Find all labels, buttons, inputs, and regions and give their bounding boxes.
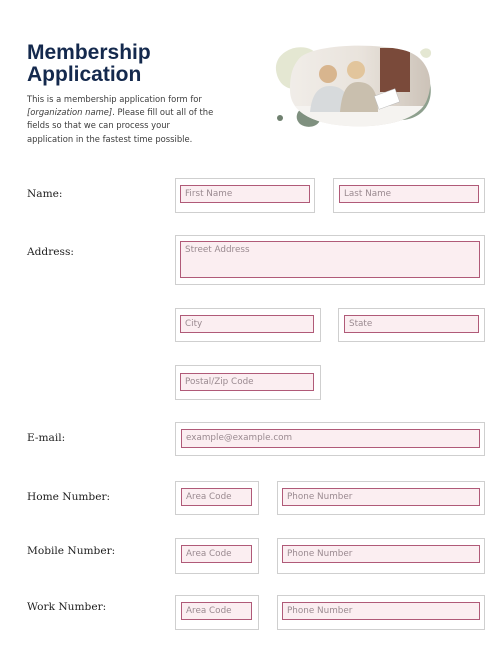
- first-name-field[interactable]: First Name: [180, 185, 310, 203]
- zip-field[interactable]: Postal/Zip Code: [180, 373, 314, 391]
- name-label: Name:: [27, 188, 63, 200]
- mobile-phone-field[interactable]: Phone Number: [282, 545, 480, 563]
- work-area-code-field[interactable]: Area Code: [181, 602, 252, 620]
- photo-person-head-1: [319, 65, 337, 83]
- photo-person-head-2: [347, 61, 365, 79]
- hero-photo: [268, 40, 438, 132]
- form-description: [27, 93, 217, 146]
- home-phone-field[interactable]: Phone Number: [282, 488, 480, 506]
- work-number-label: Work Number:: [27, 601, 107, 613]
- mobile-number-label: Mobile Number:: [27, 545, 116, 557]
- description-text-end: . Please fill out all of the fields so that we can process your application in the fastest time possible.: [27, 107, 214, 144]
- address-label: Address:: [27, 246, 74, 258]
- state-field[interactable]: State: [344, 315, 479, 333]
- last-name-field[interactable]: Last Name: [339, 185, 479, 203]
- title-line-2: Application: [27, 63, 142, 86]
- street-address-field[interactable]: Street Address: [180, 241, 480, 278]
- work-phone-field[interactable]: Phone Number: [282, 602, 480, 620]
- city-field[interactable]: City: [180, 315, 314, 333]
- photo-shelf: [380, 48, 410, 92]
- email-field[interactable]: example@example.com: [181, 429, 480, 448]
- title-line-1: Membership: [27, 41, 151, 64]
- green-dot-shape: [277, 115, 283, 121]
- home-number-label: Home Number:: [27, 491, 111, 503]
- organization-name-placeholder: [organization name]: [27, 107, 113, 118]
- mobile-area-code-field[interactable]: Area Code: [181, 545, 252, 563]
- description-text-start: This is a membership application form for: [27, 94, 202, 104]
- email-label: E-mail:: [27, 432, 66, 444]
- page-title: [27, 42, 151, 86]
- home-area-code-field[interactable]: Area Code: [181, 488, 252, 506]
- cream-dot-shape: [420, 48, 431, 58]
